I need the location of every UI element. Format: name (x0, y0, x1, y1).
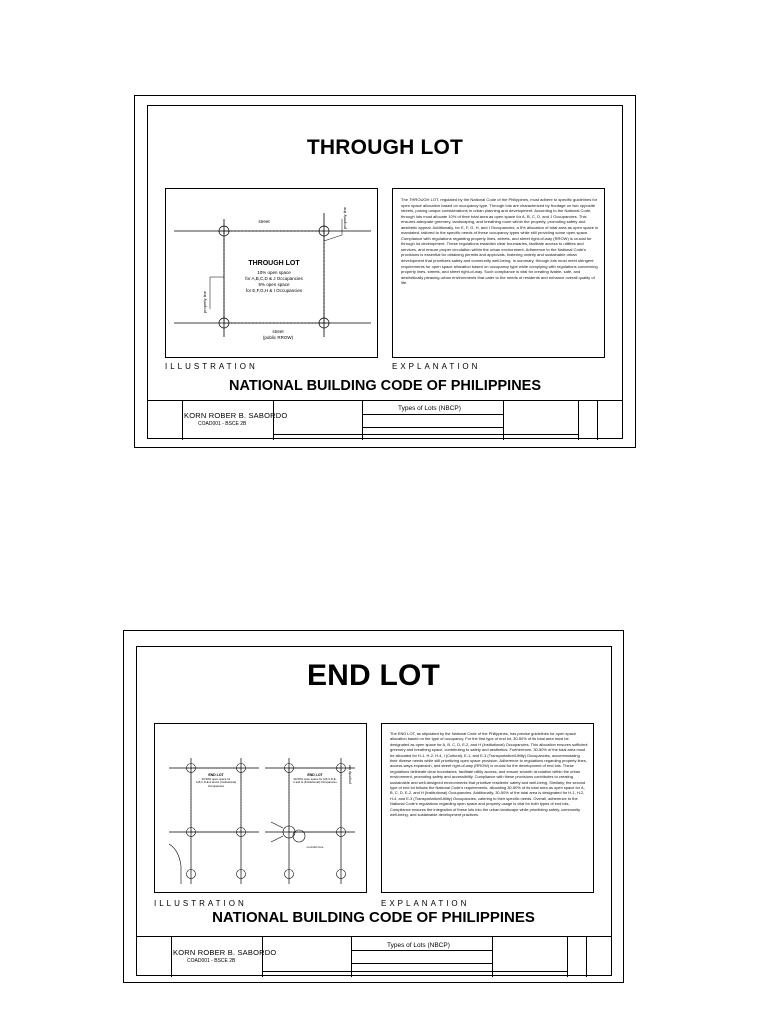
lot-label: THROUGH LOT (248, 260, 300, 267)
explanation-text: The THROUGH LOT, regulated by the National Code of the Philippines, must adhere to specific guidelines for open space allocation based on occupancy type. Through lots are characterized by frontage on two opposite streets, posing unique considerations in urban planning and development. According to the National Code, through lots must allocate 10% of their total area as open space for A, B, C, D, and J Occupancies. This ensures adequate greenery, landscaping, and breathing room within the property, promoting safety and aesthetic appeal. Additionally, for E, F, G, H, and I Occupancies, a 5% allocation of total area as open space is mandated, tailored to the specific needs of these occupancy types while still providing some open space. Compliance with regulations regarding property lines, streets, and street right-of-way (RROW) is crucial for through lot development. These regulations establish clear boundaries, facilitate access to utilities and services, and ensure proper circulation within the urban environment. Adherence to the National Code's provisions is essential for obtaining permits and approvals, fostering orderly and sustainable urban development that prioritizes safety and community well-being. In summary, through lots must meet stringent requirements for open space allocation based on occupancy type while complying with regulations concerning property lines, streets, and street right-of-way. Such compliance is vital for creating livable, safe, and aesthetically pleasing urban environments that cater to the needs of residents and enhance overall quality of life. (401, 197, 598, 286)
explanation-frame (392, 188, 605, 358)
author-name: KORN ROBER B. SABORDO (184, 411, 288, 420)
drawing-sheet-end-lot (123, 630, 624, 983)
property-line-label: property line (348, 764, 352, 784)
page-title: END LOT (306, 659, 441, 692)
explanation-frame (381, 723, 594, 893)
end-lot-note-b: 30-50% open space for A,B,C,D,E-2 and H (Institutional) Occupancies (293, 778, 337, 785)
project-title: Types of Lots (NBCP) (387, 942, 450, 949)
illustration-frame (154, 723, 367, 893)
illustration-frame (165, 188, 378, 358)
title-block (147, 400, 623, 439)
course-code: COAD001 - BSCE 2B (198, 421, 247, 427)
illustration-caption: ILLUSTRATION (165, 362, 258, 371)
end-lot-note-a: 30-50% open space for A,B,C,D,E-2 and H (Institutional) Occupancies (195, 778, 237, 788)
end-lot-label-a: END LOT (208, 773, 224, 777)
project-title: Types of Lots (NBCP) (398, 405, 461, 412)
end-lot-diagram (155, 724, 367, 893)
footer-title: NATIONAL BUILDING CODE OF PHILIPPINES (212, 909, 535, 926)
street-bottom-sub-label: (public RROW) (262, 335, 294, 340)
author-name: KORN ROBER B. SABORDO (173, 948, 277, 957)
drawing-sheet-through-lot (134, 95, 636, 448)
explanation-caption: EXPLANATION (381, 899, 470, 908)
street-bottom-label: street (272, 329, 284, 334)
illustration-caption: ILLUSTRATION (154, 899, 247, 908)
title-block (136, 936, 612, 976)
open-space-line-2: for A,B,C,D & J Occupancies (245, 276, 303, 281)
course-code: COAD001 - BSCE 2B (187, 958, 236, 964)
corner-note: no-build zone (306, 845, 324, 849)
explanation-text: The END LOT, as stipulated by the National Code of the Philippines, has precise guidelines for open space allocation based on the type of occupancy. For the first type of end lot, 30-50% of its total area must be designated as open space for A, B, C, D, E-2, and H (Institutional) Occupancies. This allocation ensures sufficient greenery and breathing space, contributing to safety and aesthetics. Furthermore, 30-50% of the total area must be allocated for H-1, H-2, H-4, I (Cultural), E-1, and E-3 (Transportation/Utility) Occupancies, accommodating their diverse needs while still prioritizing open space provision. Adherence to regulations regarding property lines, access-ways expansion, and street right-of-way (RROW) is crucial for the development of end lots. These regulations delineate clear boundaries, facilitate utility access, and ensure smooth circulation within the urban environment, promoting safety and accessibility. Compliance with these provisions contributes to creating sustainable and well-designed environments that prioritize residents' safety and well-being. Similarly, the second type of end lot follows the National Code's requirements, allocating 30-50% of its total area as open space for A, B, C, D, E-2, and H (Institutional) Occupancies. Additionally, 30-50% of the total area is designated for H-1, H-2, H-4, and E-3 (Transportation/Utility) Occupancies, catering to their specific needs. Overall, adherence to the National Code's regulations regarding open space and property usage is vital for both types of end lots. Compliance ensures the integration of these lots into the urban landscape while prioritizing safety, community well-being, and sustainable development practices. (390, 731, 588, 818)
through-lot-diagram (166, 189, 378, 358)
explanation-caption: EXPLANATION (392, 362, 481, 371)
end-lot-label-b: END LOT (307, 773, 323, 777)
street-top-label: street (258, 219, 270, 224)
footer-title: NATIONAL BUILDING CODE OF PHILIPPINES (228, 378, 542, 394)
page-title: THROUGH LOT (306, 136, 464, 159)
open-space-line-4: for E,F,G,H & I Occupancies (245, 288, 303, 293)
property-line-left-label: property line (202, 290, 207, 313)
open-space-line-3: 5% open space (258, 282, 290, 287)
open-space-line-1: 10% open space (257, 270, 291, 275)
property-line-right-label: property line (342, 206, 347, 229)
